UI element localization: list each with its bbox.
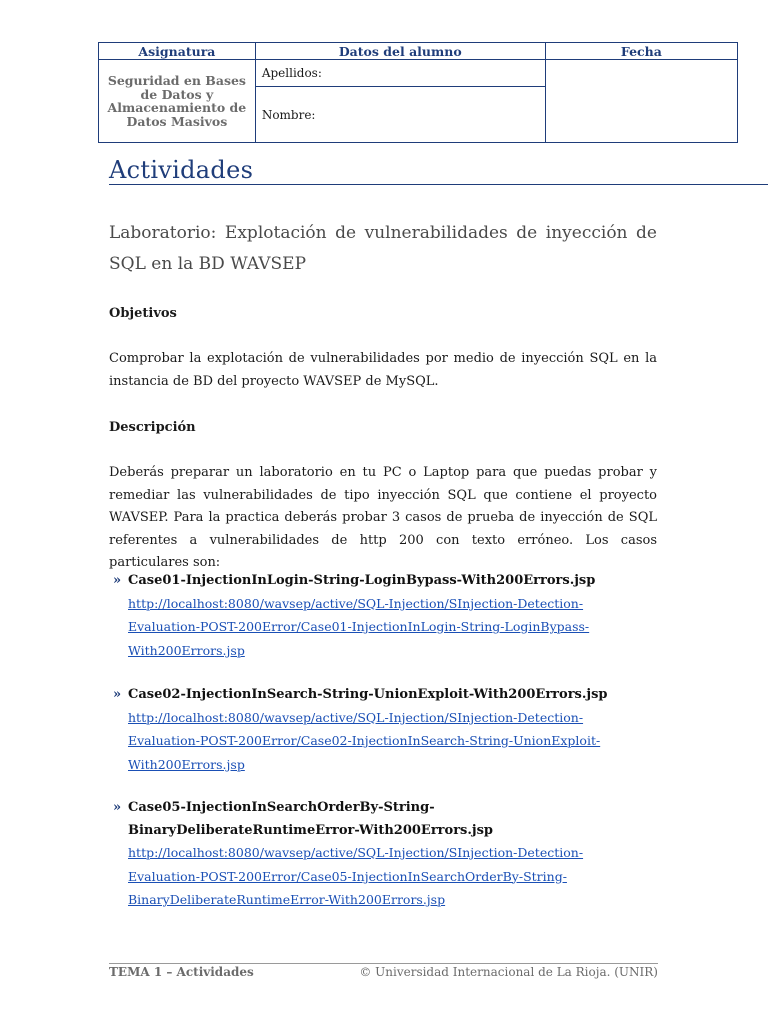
case-link-line[interactable]: With200Errors.jsp	[128, 756, 245, 772]
case-title-line: Case05-InjectionInSearchOrderBy-String-	[128, 800, 435, 815]
case-title: Case02-InjectionInSearch-String-UnionExploit-With200Errors.jsp	[128, 687, 608, 702]
case-link-line[interactable]: http://localhost:8080/wavsep/active/SQL-Injection/SInjection-Detection-	[128, 595, 584, 611]
footer-topic: TEMA 1 – Actividades	[109, 965, 254, 979]
lab-subtitle: Laboratorio: Explotación de vulnerabilidades de inyección de SQL en la BD WAVSEP	[109, 223, 657, 274]
footer-copyright: © Universidad Internacional de La Rioja. (UNIR)	[359, 965, 658, 979]
case-item	[109, 797, 669, 913]
case-item	[109, 684, 669, 777]
apellidos-field[interactable]: Apellidos:	[255, 60, 545, 87]
nombre-field[interactable]: Nombre:	[255, 87, 545, 143]
fecha-field[interactable]	[545, 60, 737, 143]
objetivos-text: Comprobar la explotación de vulnerabilidades por medio de inyección SQL en la instancia de BD del proyecto WAVSEP de MySQL.	[109, 351, 657, 389]
bullet-icon: »	[113, 687, 122, 702]
case-link-line[interactable]: http://localhost:8080/wavsep/active/SQL-Injection/SInjection-Detection-	[128, 709, 584, 725]
col-asignatura-header: Asignatura	[99, 43, 256, 60]
case-link[interactable]	[128, 596, 589, 658]
descripcion-heading: Descripción	[109, 420, 196, 435]
asignatura-value: Seguridad en Bases de Datos y Almacenamiento de Datos Masivos	[99, 60, 256, 143]
case-title	[128, 797, 669, 842]
case-item	[109, 570, 669, 663]
case-title: Case01-InjectionInLogin-String-LoginBypass-With200Errors.jsp	[128, 573, 596, 588]
case-link-line[interactable]: http://localhost:8080/wavsep/active/SQL-Injection/SInjection-Detection-	[128, 845, 584, 860]
descripcion-text: Deberás preparar un laboratorio en tu PC o Laptop para que puedas probar y remediar las vulnerabilidades de tipo inyección SQL que contiene el proyecto WAVSEP. Para la practica deberás probar 3 casos de prueba de inyección de SQL referentes a vulnerabilidades de http 200 con texto erróneo. Los casos particulares son:	[109, 465, 657, 570]
col-datos-header: Datos del alumno	[255, 43, 545, 60]
case-title-line: BinaryDeliberateRuntimeError-With200Errors.jsp	[128, 822, 494, 838]
case-link[interactable]	[128, 710, 600, 772]
bullet-icon: »	[113, 800, 122, 815]
col-fecha-header: Fecha	[545, 43, 737, 60]
case-link-line[interactable]: Evaluation-POST-200Error/Case05-InjectionInSearchOrderBy-String-	[128, 868, 567, 884]
page-title: Actividades	[109, 156, 254, 184]
objetivos-heading: Objetivos	[109, 306, 177, 321]
case-link-line[interactable]: Evaluation-POST-200Error/Case01-InjectionInLogin-String-LoginBypass-	[128, 619, 590, 634]
case-link[interactable]	[128, 845, 583, 907]
case-link-line[interactable]: Evaluation-POST-200Error/Case02-InjectionInSearch-String-UnionExploit-	[128, 733, 601, 748]
title-divider	[109, 184, 768, 185]
case-link-line[interactable]: BinaryDeliberateRuntimeError-With200Errors.jsp	[128, 892, 446, 907]
header-table	[98, 42, 738, 143]
footer-divider	[109, 963, 658, 964]
case-link-line[interactable]: With200Errors.jsp	[128, 642, 245, 658]
bullet-icon: »	[113, 573, 122, 588]
